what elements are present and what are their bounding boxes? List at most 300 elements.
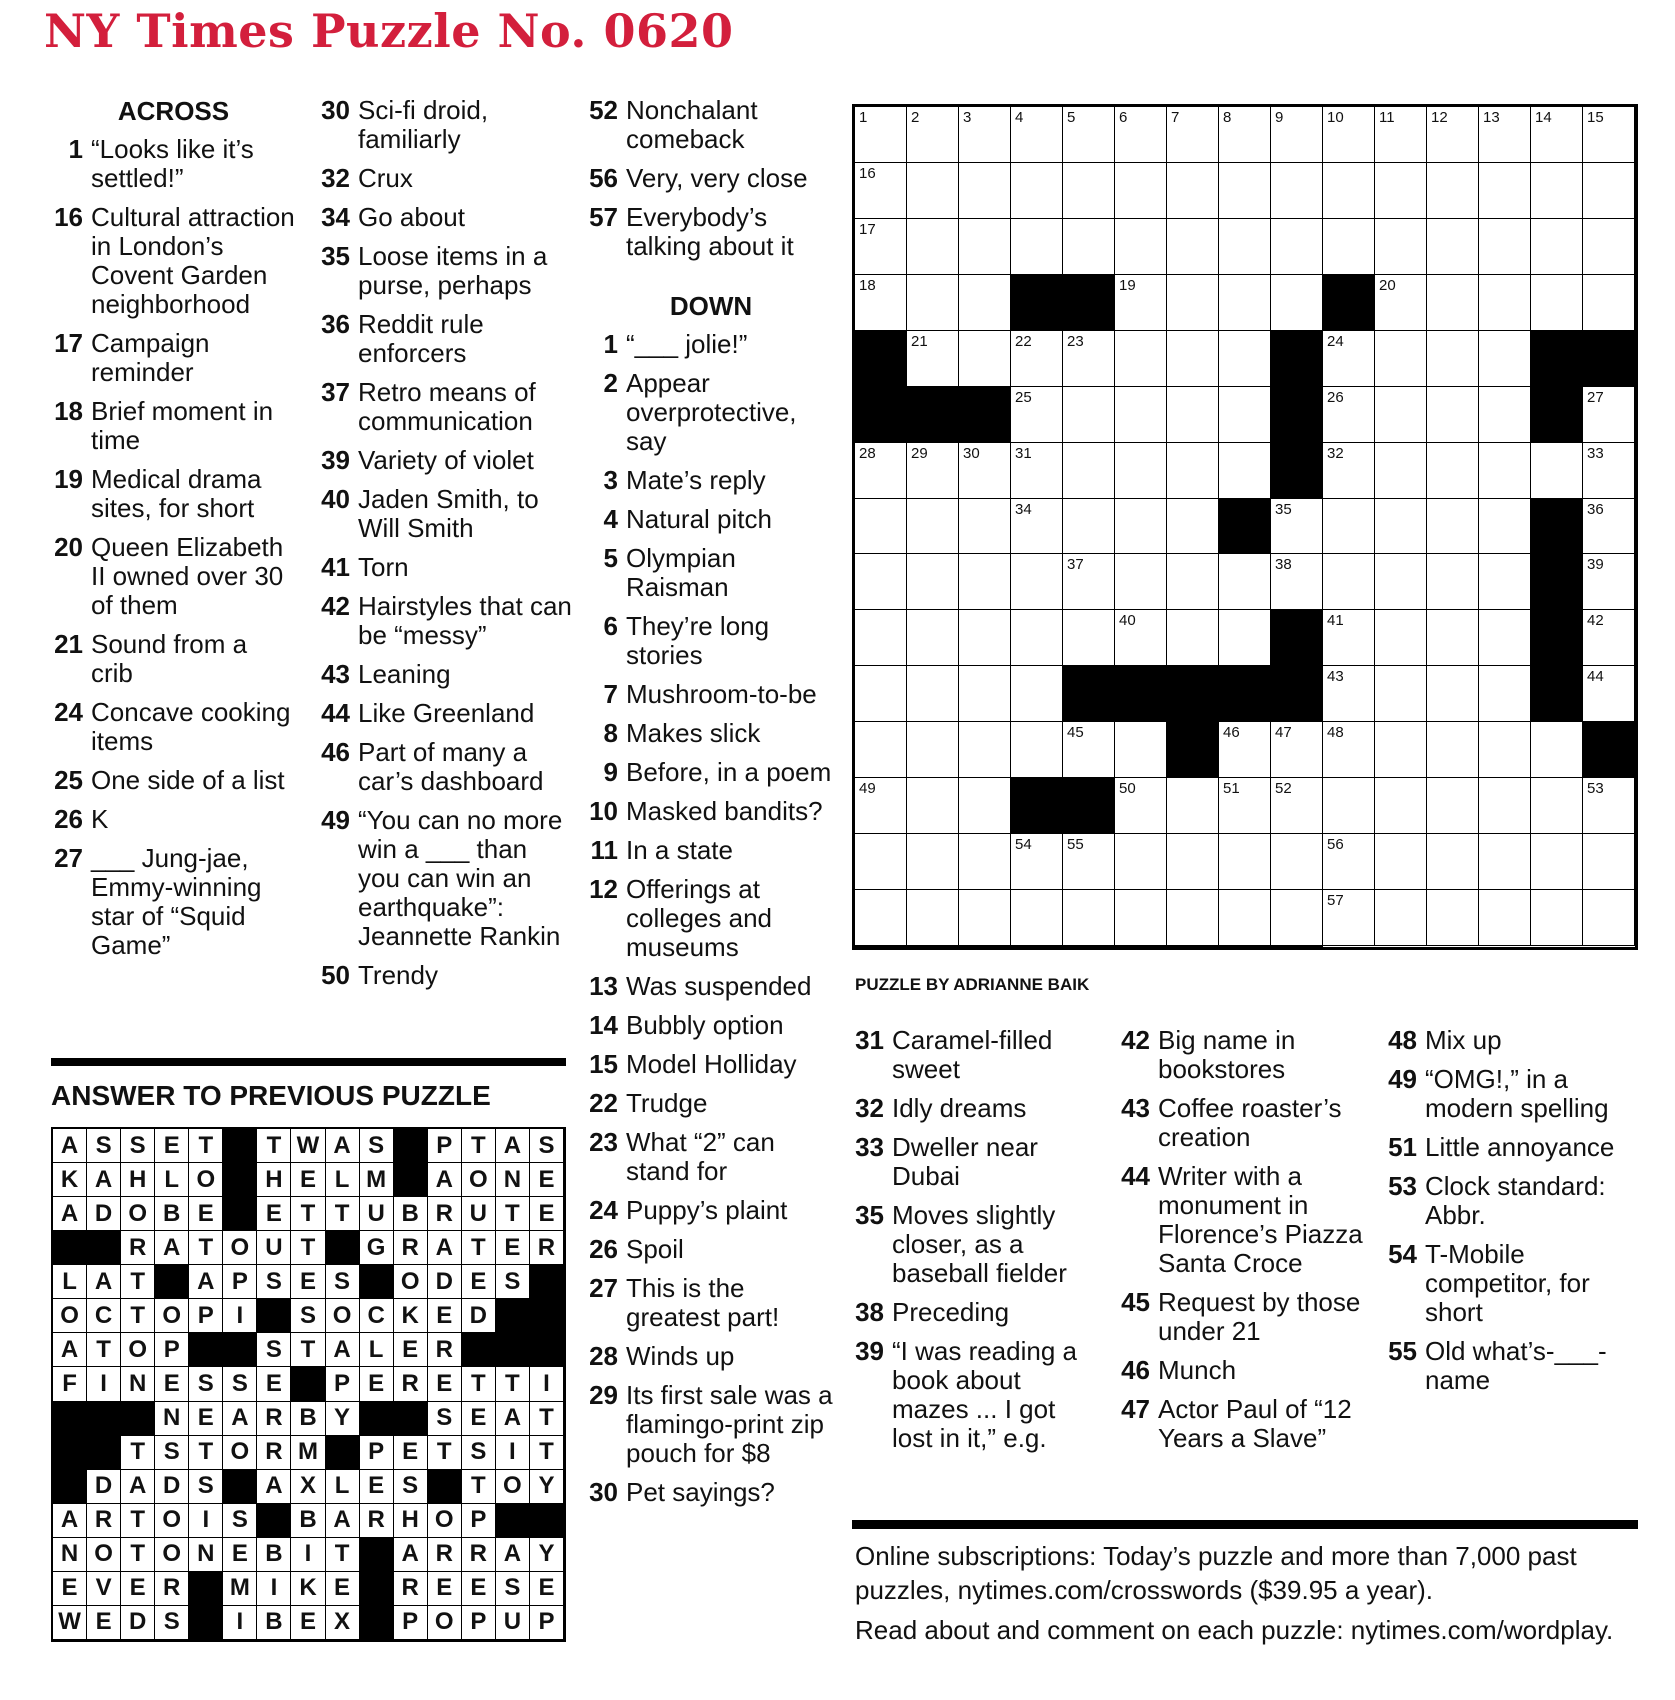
clue-item[interactable]: [318, 553, 573, 582]
grid-cell[interactable]: [1167, 499, 1219, 555]
grid-cell[interactable]: [1063, 219, 1115, 275]
clue-item[interactable]: [51, 844, 296, 960]
grid-cell[interactable]: [907, 666, 959, 722]
grid-cell[interactable]: [907, 778, 959, 834]
grid-cell[interactable]: [1115, 275, 1167, 331]
grid-cell[interactable]: [1427, 499, 1479, 555]
grid-cell[interactable]: [1323, 499, 1375, 555]
grid-cell[interactable]: [907, 554, 959, 610]
grid-cell[interactable]: [1219, 107, 1271, 163]
grid-number: 34: [1015, 500, 1032, 518]
clue-item[interactable]: [586, 1050, 836, 1079]
grid-cell[interactable]: [1115, 107, 1167, 163]
grid-cell[interactable]: [1011, 722, 1063, 778]
clue-item[interactable]: [586, 1128, 836, 1186]
grid-cell[interactable]: [1219, 890, 1271, 946]
grid-cell[interactable]: [1219, 946, 1271, 947]
grid-cell[interactable]: [1479, 890, 1531, 946]
clue-item[interactable]: [586, 797, 836, 826]
grid-cell[interactable]: [1583, 666, 1635, 722]
clue-item[interactable]: [51, 766, 296, 795]
grid-cell[interactable]: [1323, 666, 1375, 722]
grid-cell[interactable]: [1427, 610, 1479, 666]
answer-cell: R: [394, 1572, 428, 1606]
grid-cell[interactable]: [1323, 163, 1375, 219]
grid-cell[interactable]: [959, 499, 1011, 555]
clue-item[interactable]: [852, 1337, 1097, 1453]
grid-cell[interactable]: [1167, 107, 1219, 163]
grid-cell[interactable]: [907, 219, 959, 275]
clue-item[interactable]: [1385, 1133, 1635, 1162]
grid-cell[interactable]: [959, 610, 1011, 666]
grid-cell[interactable]: [855, 443, 907, 499]
grid-cell[interactable]: [1115, 722, 1167, 778]
clue-item[interactable]: [318, 660, 573, 689]
grid-cell[interactable]: [1011, 946, 1063, 947]
grid-cell[interactable]: [1115, 163, 1167, 219]
grid-cell[interactable]: [1583, 107, 1635, 163]
grid-block: [1531, 610, 1583, 666]
grid-cell[interactable]: [1427, 722, 1479, 778]
clue-item[interactable]: [586, 875, 836, 962]
grid-cell[interactable]: [1583, 834, 1635, 890]
clue-number: 27: [54, 843, 83, 873]
clue-item[interactable]: [1385, 1240, 1635, 1327]
grid-cell[interactable]: [1115, 834, 1167, 890]
grid-cell[interactable]: [1271, 499, 1323, 555]
grid-cell[interactable]: [1375, 331, 1427, 387]
grid-cell[interactable]: [1219, 163, 1271, 219]
clue-item[interactable]: [1385, 1172, 1635, 1230]
answer-cell: A: [155, 1231, 189, 1265]
grid-cell[interactable]: [1219, 834, 1271, 890]
grid-cell[interactable]: [1427, 890, 1479, 946]
grid-block: [1271, 387, 1323, 443]
grid-cell[interactable]: [1271, 275, 1323, 331]
grid-cell[interactable]: [1427, 387, 1479, 443]
grid-cell[interactable]: [1323, 834, 1375, 890]
grid-cell[interactable]: [1011, 443, 1063, 499]
clue-number: 35: [855, 1200, 884, 1230]
grid-cell[interactable]: [907, 107, 959, 163]
grid-cell[interactable]: [1011, 610, 1063, 666]
clue-item[interactable]: [51, 533, 296, 620]
grid-cell[interactable]: [1167, 610, 1219, 666]
clue-item[interactable]: [318, 806, 573, 951]
grid-cell[interactable]: [1583, 554, 1635, 610]
grid-cell[interactable]: [1375, 219, 1427, 275]
grid-cell[interactable]: [1375, 778, 1427, 834]
grid-cell[interactable]: [1115, 443, 1167, 499]
grid-cell[interactable]: [1427, 163, 1479, 219]
grid-cell[interactable]: [1531, 722, 1583, 778]
grid-cell[interactable]: [1167, 778, 1219, 834]
grid-cell[interactable]: [1583, 499, 1635, 555]
clue-item[interactable]: [586, 1342, 836, 1371]
grid-cell[interactable]: [1271, 219, 1323, 275]
grid-cell[interactable]: [1115, 778, 1167, 834]
grid-cell[interactable]: [1427, 554, 1479, 610]
clue-item[interactable]: [1385, 1337, 1635, 1395]
grid-cell[interactable]: [1479, 443, 1531, 499]
grid-block: [1167, 666, 1219, 722]
answer-cell: T: [121, 1299, 155, 1333]
clue-item[interactable]: [586, 836, 836, 865]
clue-item[interactable]: [852, 1298, 1097, 1327]
grid-cell[interactable]: [1011, 331, 1063, 387]
grid-cell[interactable]: [1479, 554, 1531, 610]
clue-item[interactable]: [318, 699, 573, 728]
grid-cell[interactable]: [959, 163, 1011, 219]
grid-cell[interactable]: [1583, 275, 1635, 331]
grid-cell[interactable]: [1167, 946, 1219, 947]
clue-item[interactable]: [318, 961, 573, 990]
grid-cell[interactable]: [1323, 722, 1375, 778]
grid-cell[interactable]: [1479, 275, 1531, 331]
grid-cell[interactable]: [855, 610, 907, 666]
grid-cell[interactable]: [1583, 443, 1635, 499]
clue-item[interactable]: [586, 330, 836, 359]
grid-cell[interactable]: [959, 946, 1011, 947]
grid-cell[interactable]: [1375, 443, 1427, 499]
grid-cell[interactable]: [1063, 834, 1115, 890]
grid-cell[interactable]: [907, 443, 959, 499]
clue-item[interactable]: [1118, 1094, 1368, 1152]
grid-cell[interactable]: [1115, 331, 1167, 387]
clue-text: Clock standard: Abbr.: [1425, 1171, 1606, 1230]
clue-item[interactable]: [586, 164, 836, 193]
grid-cell[interactable]: [1531, 443, 1583, 499]
grid-cell[interactable]: [855, 499, 907, 555]
clue-item[interactable]: [1118, 1288, 1368, 1346]
grid-cell[interactable]: [1219, 387, 1271, 443]
grid-cell[interactable]: [1219, 722, 1271, 778]
grid-cell[interactable]: [855, 834, 907, 890]
clue-item[interactable]: [1118, 1162, 1368, 1278]
grid-cell[interactable]: [1531, 778, 1583, 834]
grid-cell[interactable]: [1479, 666, 1531, 722]
grid-cell[interactable]: [959, 219, 1011, 275]
grid-cell[interactable]: [1427, 778, 1479, 834]
grid-cell[interactable]: [1531, 890, 1583, 946]
grid-cell[interactable]: [855, 163, 907, 219]
grid-cell[interactable]: [1063, 946, 1115, 947]
grid-cell[interactable]: [907, 722, 959, 778]
grid-cell[interactable]: [959, 666, 1011, 722]
grid-cell[interactable]: [1063, 722, 1115, 778]
grid-cell[interactable]: [907, 499, 959, 555]
clue-item[interactable]: [586, 1274, 836, 1332]
grid-cell[interactable]: [855, 722, 907, 778]
grid-cell[interactable]: [1011, 219, 1063, 275]
grid-cell[interactable]: [1271, 834, 1323, 890]
grid-cell[interactable]: [1323, 331, 1375, 387]
clue-item[interactable]: [51, 630, 296, 688]
grid-cell[interactable]: [855, 890, 907, 946]
clue-item[interactable]: [586, 1478, 836, 1507]
grid-cell[interactable]: [1375, 275, 1427, 331]
grid-cell[interactable]: [855, 275, 907, 331]
grid-cell[interactable]: [1167, 554, 1219, 610]
grid-cell[interactable]: [1375, 722, 1427, 778]
grid-cell[interactable]: [1531, 163, 1583, 219]
grid-cell[interactable]: [1219, 275, 1271, 331]
grid-cell[interactable]: [1323, 554, 1375, 610]
grid-cell[interactable]: [907, 890, 959, 946]
grid-cell[interactable]: [959, 275, 1011, 331]
clue-item[interactable]: [318, 242, 573, 300]
clue-item[interactable]: [852, 1201, 1097, 1288]
grid-cell[interactable]: [1219, 554, 1271, 610]
clue-item[interactable]: [51, 698, 296, 756]
grid-cell[interactable]: [1063, 890, 1115, 946]
grid-cell[interactable]: [1479, 163, 1531, 219]
grid-cell[interactable]: [1375, 387, 1427, 443]
grid-cell[interactable]: [1479, 219, 1531, 275]
grid-cell[interactable]: [1427, 834, 1479, 890]
grid-cell[interactable]: [1583, 778, 1635, 834]
grid-cell[interactable]: [1219, 331, 1271, 387]
grid-cell[interactable]: [1323, 610, 1375, 666]
grid-cell[interactable]: [1479, 331, 1531, 387]
clue-item[interactable]: [1118, 1026, 1368, 1084]
clue-number: 43: [321, 659, 350, 689]
clue-number: 26: [54, 804, 83, 834]
grid-cell[interactable]: [855, 554, 907, 610]
grid-cell[interactable]: [1427, 219, 1479, 275]
crossword-grid[interactable]: [852, 104, 1638, 950]
clue-item[interactable]: [51, 805, 296, 834]
clue-item[interactable]: [586, 972, 836, 1001]
grid-cell[interactable]: [1323, 219, 1375, 275]
grid-cell[interactable]: [1167, 834, 1219, 890]
clue-item[interactable]: [318, 164, 573, 193]
grid-cell[interactable]: [1531, 275, 1583, 331]
clue-item[interactable]: [852, 1094, 1097, 1123]
grid-cell[interactable]: [1323, 387, 1375, 443]
clue-item[interactable]: [51, 329, 296, 387]
grid-cell[interactable]: [1063, 554, 1115, 610]
grid-cell[interactable]: [855, 946, 907, 947]
grid-cell[interactable]: [1479, 107, 1531, 163]
clue-item[interactable]: [852, 1133, 1097, 1191]
grid-cell[interactable]: [1375, 163, 1427, 219]
grid-cell[interactable]: [1063, 331, 1115, 387]
clue-item[interactable]: [586, 1381, 836, 1468]
grid-cell[interactable]: [1063, 163, 1115, 219]
clue-item[interactable]: [586, 96, 836, 154]
grid-cell[interactable]: [1271, 722, 1323, 778]
answer-cell: [223, 1470, 257, 1504]
grid-cell[interactable]: [1479, 722, 1531, 778]
clue-item[interactable]: [51, 135, 296, 193]
clue-item[interactable]: [586, 719, 836, 748]
grid-cell[interactable]: [855, 778, 907, 834]
grid-cell[interactable]: [1011, 163, 1063, 219]
grid-cell[interactable]: [1115, 387, 1167, 443]
grid-cell[interactable]: [907, 610, 959, 666]
grid-cell[interactable]: [1271, 778, 1323, 834]
grid-cell[interactable]: [907, 275, 959, 331]
grid-number: 27: [1587, 388, 1604, 406]
grid-cell[interactable]: [1063, 107, 1115, 163]
grid-cell[interactable]: [1323, 107, 1375, 163]
clue-item[interactable]: [586, 466, 836, 495]
grid-cell[interactable]: [1115, 554, 1167, 610]
grid-cell[interactable]: [1427, 275, 1479, 331]
grid-cell[interactable]: [1063, 499, 1115, 555]
grid-cell[interactable]: [1427, 331, 1479, 387]
grid-cell[interactable]: [1427, 443, 1479, 499]
grid-cell[interactable]: [1375, 107, 1427, 163]
clue-item[interactable]: [1385, 1026, 1635, 1055]
grid-cell[interactable]: [907, 946, 959, 947]
grid-cell[interactable]: [1479, 499, 1531, 555]
grid-cell[interactable]: [1375, 834, 1427, 890]
grid-cell[interactable]: [1427, 107, 1479, 163]
clue-text: Big name in bookstores: [1158, 1025, 1296, 1084]
grid-cell[interactable]: [1167, 163, 1219, 219]
grid-cell[interactable]: [1323, 778, 1375, 834]
grid-cell[interactable]: [1011, 666, 1063, 722]
grid-cell[interactable]: [1167, 387, 1219, 443]
clue-item[interactable]: [586, 369, 836, 456]
grid-cell[interactable]: [1011, 834, 1063, 890]
grid-cell[interactable]: [1115, 219, 1167, 275]
grid-cell[interactable]: [1115, 499, 1167, 555]
clue-item[interactable]: [318, 310, 573, 368]
grid-cell[interactable]: [1479, 834, 1531, 890]
grid-cell[interactable]: [1375, 499, 1427, 555]
grid-cell[interactable]: [959, 778, 1011, 834]
grid-cell[interactable]: [907, 331, 959, 387]
grid-cell[interactable]: [1115, 890, 1167, 946]
grid-cell[interactable]: [907, 834, 959, 890]
grid-cell[interactable]: [1271, 554, 1323, 610]
grid-cell[interactable]: [1583, 219, 1635, 275]
grid-cell[interactable]: [1583, 387, 1635, 443]
grid-cell[interactable]: [959, 107, 1011, 163]
clue-item[interactable]: [1118, 1395, 1368, 1453]
grid-cell[interactable]: [959, 554, 1011, 610]
grid-cell[interactable]: [1531, 219, 1583, 275]
grid-cell[interactable]: [1167, 219, 1219, 275]
clue-item[interactable]: [586, 505, 836, 534]
clue-item[interactable]: [586, 203, 836, 261]
grid-cell[interactable]: [1531, 834, 1583, 890]
grid-cell[interactable]: [1063, 443, 1115, 499]
clue-text: This is the greatest part!: [626, 1273, 780, 1332]
grid-cell[interactable]: [1167, 275, 1219, 331]
clue-item[interactable]: [586, 544, 836, 602]
clue-item[interactable]: [51, 203, 296, 319]
clue-text: Mix up: [1425, 1025, 1502, 1055]
answer-cell: T: [121, 1265, 155, 1299]
clue-item[interactable]: [586, 680, 836, 709]
answer-cell: A: [223, 1402, 257, 1436]
grid-cell[interactable]: [1167, 890, 1219, 946]
grid-cell[interactable]: [1219, 610, 1271, 666]
clue-item[interactable]: [1118, 1356, 1368, 1385]
grid-cell[interactable]: [959, 443, 1011, 499]
grid-cell[interactable]: [959, 722, 1011, 778]
grid-cell[interactable]: [1011, 499, 1063, 555]
grid-cell[interactable]: [1011, 107, 1063, 163]
clue-item[interactable]: [318, 446, 573, 475]
grid-cell[interactable]: [1063, 610, 1115, 666]
grid-cell[interactable]: [1063, 387, 1115, 443]
grid-cell[interactable]: [1271, 946, 1323, 947]
grid-cell[interactable]: [1011, 554, 1063, 610]
grid-cell[interactable]: [1323, 443, 1375, 499]
grid-cell[interactable]: [1271, 163, 1323, 219]
grid-cell[interactable]: [1011, 387, 1063, 443]
clue-item[interactable]: [318, 485, 573, 543]
grid-cell[interactable]: [959, 890, 1011, 946]
grid-cell[interactable]: [1479, 610, 1531, 666]
clue-item[interactable]: [586, 1089, 836, 1118]
grid-cell[interactable]: [1375, 610, 1427, 666]
clue-item[interactable]: [51, 465, 296, 523]
grid-cell[interactable]: [1219, 219, 1271, 275]
grid-cell[interactable]: [1427, 666, 1479, 722]
clue-item[interactable]: [318, 738, 573, 796]
clue-item[interactable]: [318, 203, 573, 232]
clue-item[interactable]: [586, 1196, 836, 1225]
grid-cell[interactable]: [907, 163, 959, 219]
clue-item[interactable]: [586, 612, 836, 670]
grid-cell[interactable]: [1167, 331, 1219, 387]
grid-cell[interactable]: [1375, 554, 1427, 610]
grid-cell[interactable]: [1583, 610, 1635, 666]
grid-cell[interactable]: [1583, 890, 1635, 946]
grid-cell[interactable]: [959, 331, 1011, 387]
grid-cell[interactable]: [855, 107, 907, 163]
grid-cell[interactable]: [1271, 890, 1323, 946]
grid-cell[interactable]: [959, 834, 1011, 890]
grid-cell[interactable]: [1375, 890, 1427, 946]
grid-cell[interactable]: [1219, 443, 1271, 499]
clue-item[interactable]: [852, 1026, 1097, 1084]
grid-cell[interactable]: [1167, 443, 1219, 499]
answer-cell: S: [496, 1572, 530, 1606]
clue-item[interactable]: [586, 1011, 836, 1040]
answer-cell: M: [360, 1163, 394, 1197]
clue-item[interactable]: [318, 592, 573, 650]
grid-number: 49: [859, 780, 876, 798]
grid-cell[interactable]: [1531, 107, 1583, 163]
grid-cell[interactable]: [1011, 890, 1063, 946]
grid-cell[interactable]: [1479, 778, 1531, 834]
clue-item[interactable]: [318, 378, 573, 436]
grid-cell[interactable]: [1375, 666, 1427, 722]
clue-item[interactable]: [318, 96, 573, 154]
grid-cell[interactable]: [1115, 946, 1167, 947]
grid-cell[interactable]: [855, 219, 907, 275]
clue-number: 22: [589, 1088, 618, 1118]
grid-cell[interactable]: [1219, 778, 1271, 834]
clue-item[interactable]: [586, 758, 836, 787]
grid-cell[interactable]: [1583, 163, 1635, 219]
grid-cell[interactable]: [1479, 387, 1531, 443]
clue-item[interactable]: [586, 1235, 836, 1264]
clue-item[interactable]: [51, 397, 296, 455]
grid-cell[interactable]: [1115, 610, 1167, 666]
grid-cell[interactable]: [1323, 890, 1375, 946]
grid-cell[interactable]: [1271, 107, 1323, 163]
clue-item[interactable]: [1385, 1065, 1635, 1123]
grid-cell[interactable]: [855, 666, 907, 722]
